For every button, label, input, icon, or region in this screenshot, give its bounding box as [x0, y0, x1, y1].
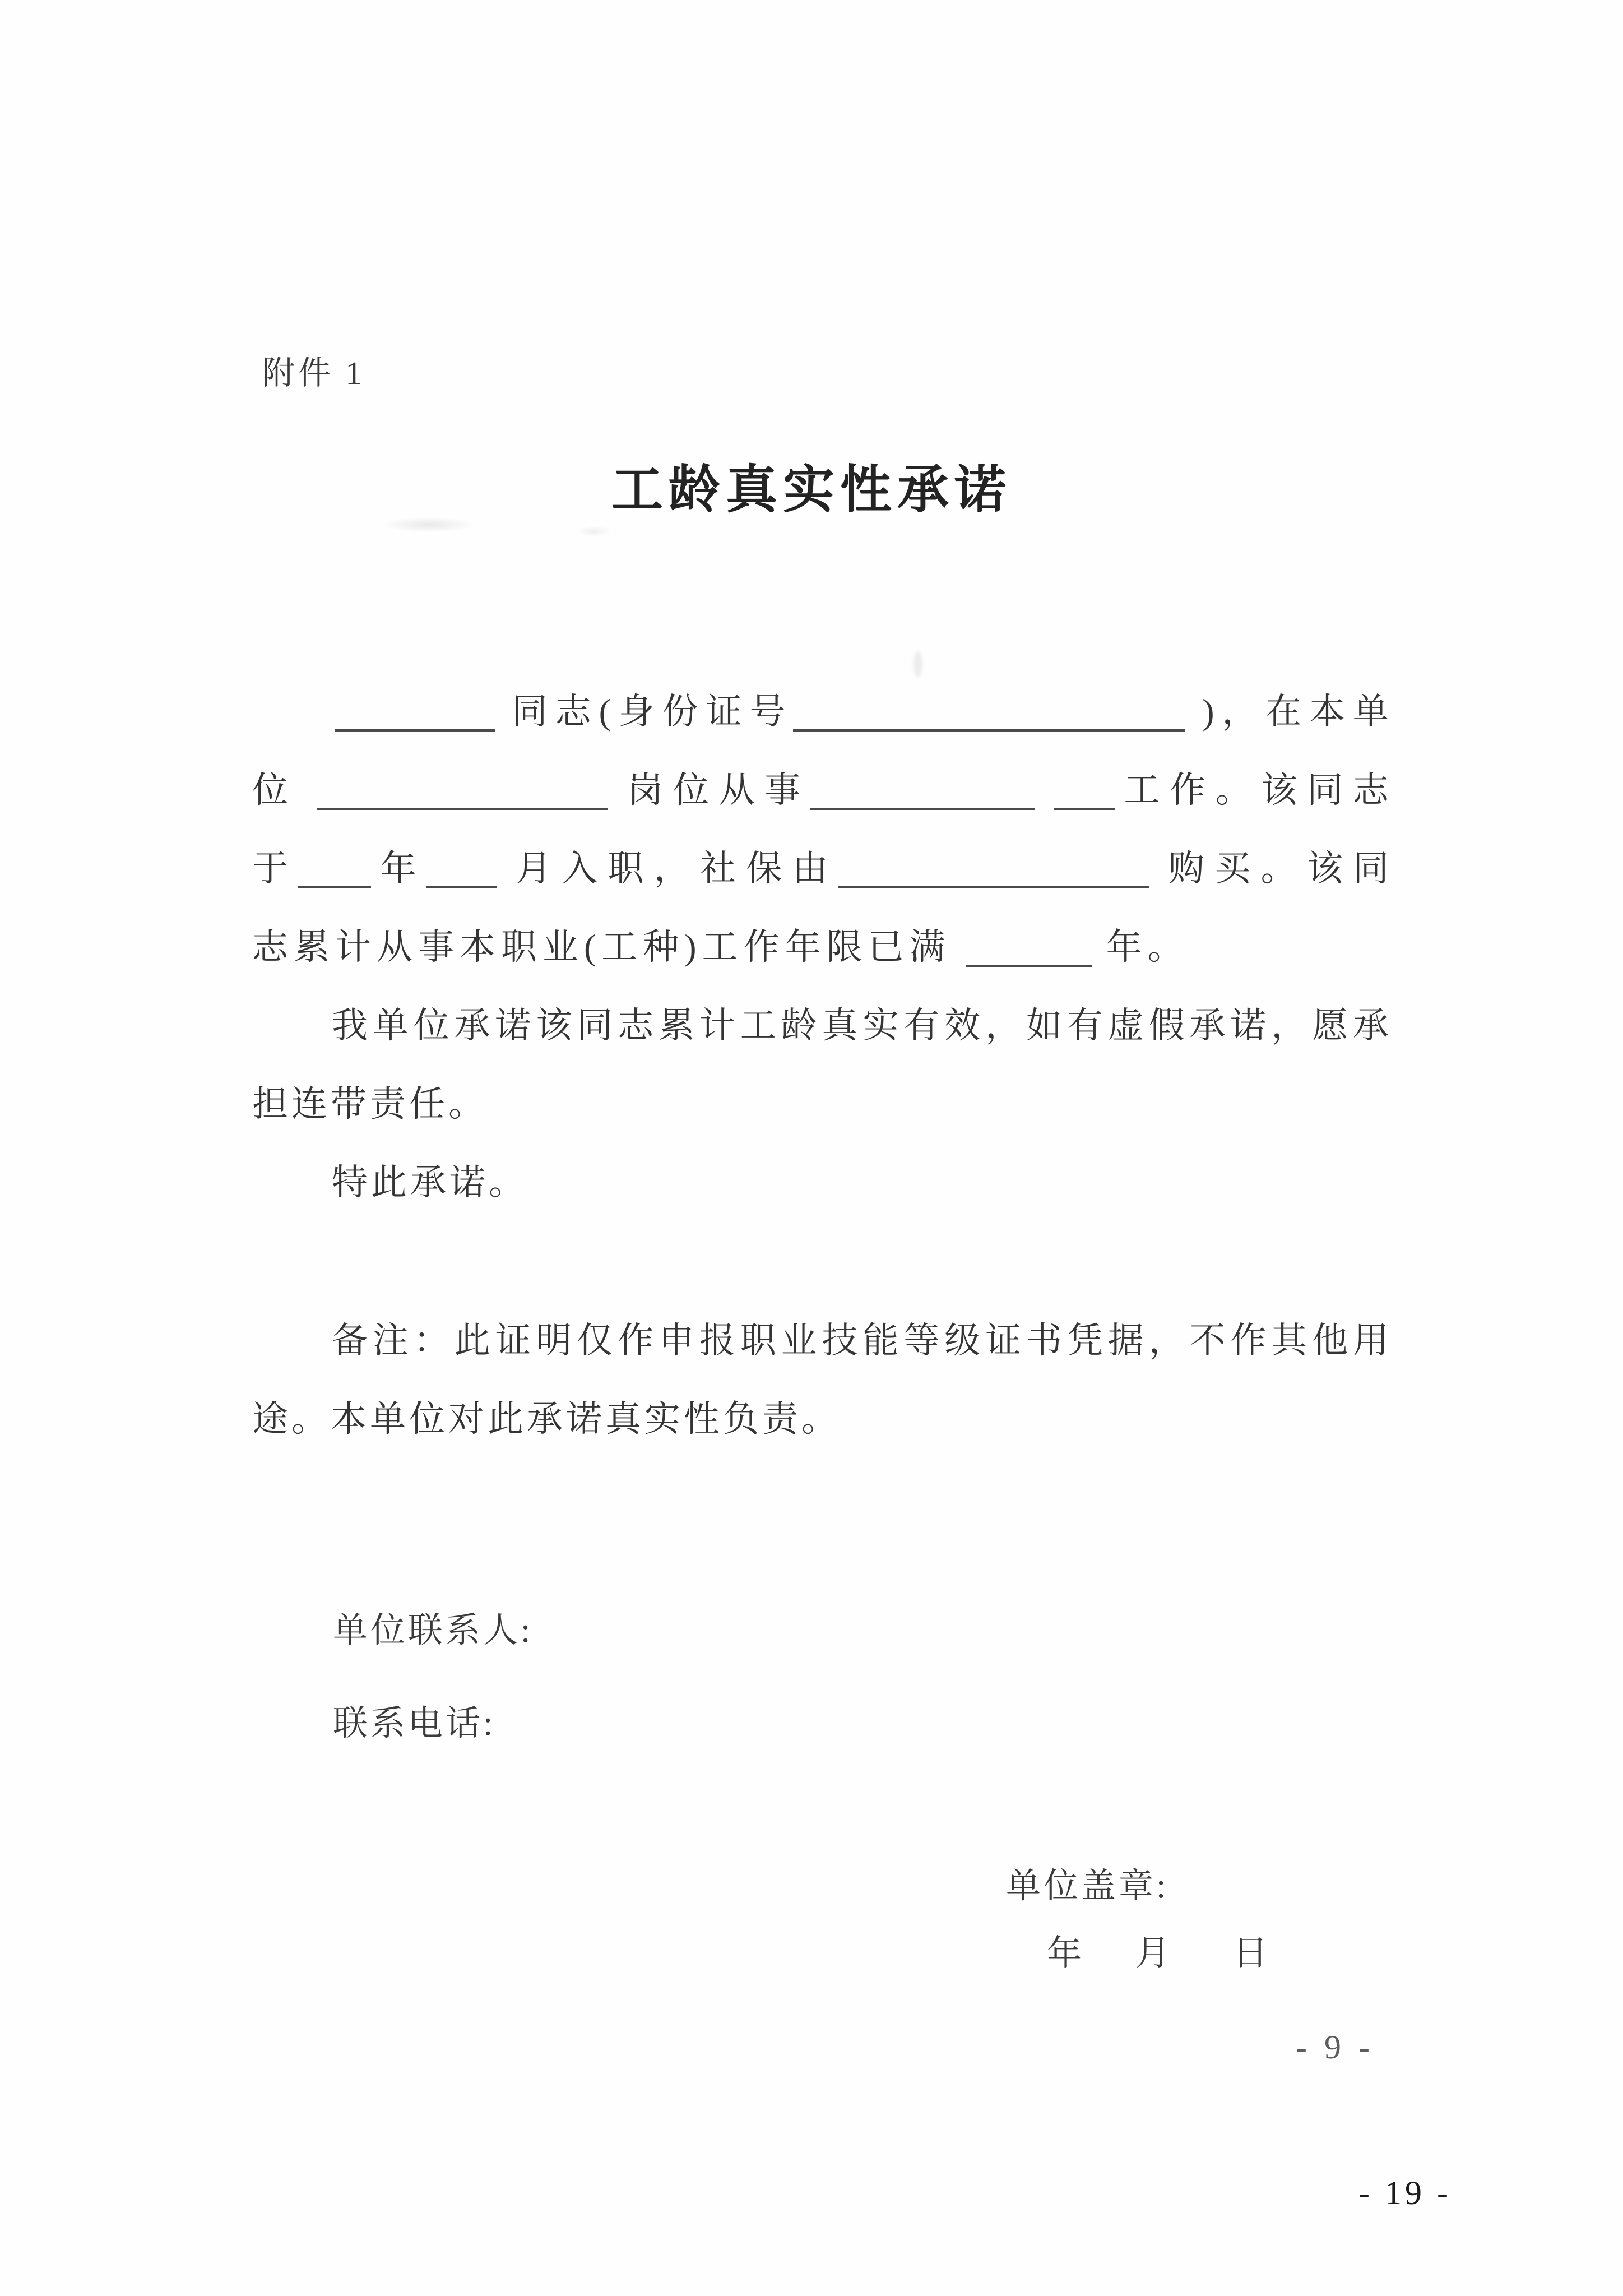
- text-segment: 年。: [1106, 927, 1189, 967]
- text-segment: 月入职，社保由: [516, 849, 838, 888]
- paragraph1-line3: [252, 830, 1390, 908]
- text-segment: 备注：此证明仅作申报职业技能等级证书凭据，不作其他用: [332, 1321, 1390, 1360]
- scan-artifact: [577, 526, 611, 537]
- paragraph1-line4: [252, 908, 1390, 987]
- note-line2: [252, 1380, 1390, 1459]
- blank-social-insurance-field: [838, 876, 1149, 888]
- blank-work-type-field: [810, 798, 1035, 810]
- page-number-section: - 9 -: [1296, 2029, 1374, 2066]
- text-segment: 特此承诺。: [332, 1163, 528, 1202]
- text-segment: 志累计从事本职业(工种)工作年限已满: [252, 927, 951, 967]
- unit-seal-label: 单位盖章:: [1006, 1867, 1169, 1905]
- blank-id-number-field: [793, 719, 1185, 732]
- contact-phone-label: 联系电话:: [333, 1705, 496, 1743]
- document-title: 工龄真实性承诺: [611, 461, 1012, 519]
- text-segment: 担连带责任。: [252, 1084, 488, 1124]
- paragraph2-line1: [252, 987, 1390, 1065]
- text-segment: 购买。该同: [1168, 849, 1390, 888]
- blank-entry-month-field: [426, 876, 497, 888]
- text-segment: 岗位从事: [627, 770, 811, 810]
- text-segment: 于: [252, 849, 299, 888]
- text-segment: 位: [252, 770, 298, 810]
- text-segment: 年: [371, 849, 426, 888]
- blank-employee-name-field: [335, 719, 495, 732]
- paragraph1-line1: [252, 673, 1390, 751]
- text-segment: 途。本单位对此承诺真实性负责。: [252, 1399, 841, 1439]
- blank-position-field: [317, 798, 608, 810]
- date-line: [1047, 1925, 1268, 1975]
- blank-years-of-service-field: [966, 955, 1092, 967]
- date-month-label: 月: [1135, 1934, 1171, 1973]
- note-line1: [252, 1302, 1390, 1380]
- paragraph2-line2: [252, 1065, 1390, 1144]
- blank-entry-year-field: [298, 876, 371, 888]
- paragraph1-line2: [252, 751, 1390, 830]
- date-year-label: 年: [1047, 1934, 1082, 1973]
- attachment-label: 附件 1: [262, 355, 365, 391]
- text-segment: 工作。该同志: [1115, 770, 1390, 810]
- main-text-block: [252, 673, 1390, 1222]
- paragraph3-line: [252, 1144, 1390, 1222]
- date-day-label: 日: [1233, 1934, 1268, 1973]
- text-segment: 我单位承诺该同志累计工龄真实有效，如有虚假承诺，愿承: [332, 1006, 1390, 1045]
- page-number-document: - 19 -: [1358, 2174, 1452, 2211]
- note-text-block: [252, 1302, 1390, 1459]
- text-segment: )，在本单: [1202, 692, 1390, 732]
- text-segment: 同志(身份证号: [511, 692, 794, 732]
- unit-contact-label: 单位联系人:: [333, 1612, 534, 1650]
- blank-work-type-field-2: [1054, 798, 1115, 810]
